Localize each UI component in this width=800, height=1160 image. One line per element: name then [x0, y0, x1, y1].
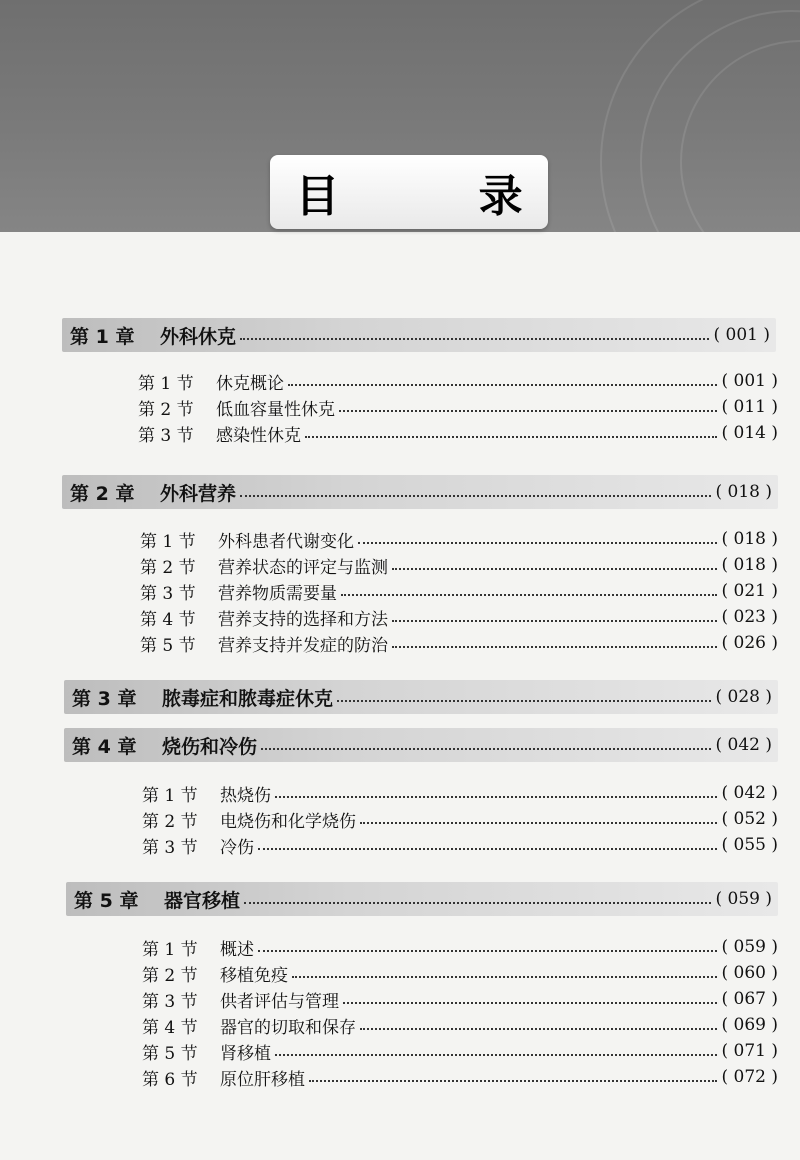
section-entry[interactable]: [140, 604, 778, 630]
section-entry[interactable]: [140, 578, 778, 604]
section-entry[interactable]: [142, 1038, 778, 1064]
section-number: 第 4 节: [140, 609, 196, 630]
page-number: ( 018 ): [721, 555, 778, 575]
section-entry[interactable]: [142, 934, 778, 960]
section-number: 第 6 节: [142, 1069, 198, 1090]
page-number: ( 001 ): [721, 371, 778, 391]
chapter-entry[interactable]: [64, 728, 778, 762]
chapter-entry[interactable]: [62, 318, 776, 352]
dot-leader: [275, 796, 717, 798]
section-title: 供者评估与管理: [220, 991, 339, 1012]
section-title: 移植免疫: [220, 965, 288, 986]
section-number: 第 3 节: [142, 837, 198, 858]
section-title: 营养支持的选择和方法: [218, 609, 388, 630]
page-number: ( 023 ): [721, 607, 778, 627]
section-number: 第 3 节: [140, 583, 196, 604]
section-entry[interactable]: [142, 780, 778, 806]
section-title: 冷伤: [220, 837, 254, 858]
chapter-title: 外科营养: [160, 482, 237, 505]
dot-leader: [261, 748, 711, 750]
section-title: 感染性休克: [216, 425, 301, 446]
section-number: 第 5 节: [140, 635, 196, 656]
section-entry[interactable]: [140, 630, 778, 656]
section-entry[interactable]: [142, 960, 778, 986]
dot-leader: [244, 902, 711, 904]
section-entry[interactable]: [138, 420, 778, 446]
section-number: 第 4 节: [142, 1017, 198, 1038]
section-number: 第 3 节: [142, 991, 198, 1012]
section-number: 第 2 节: [142, 811, 198, 832]
section-title: 营养状态的评定与监测: [218, 557, 388, 578]
section-entry[interactable]: [142, 832, 778, 858]
section-entry[interactable]: [138, 394, 778, 420]
section-number: 第 2 节: [142, 965, 198, 986]
dot-leader: [358, 542, 717, 544]
dot-leader: [240, 495, 711, 497]
dot-leader: [309, 1080, 717, 1082]
page-number: ( 071 ): [721, 1041, 778, 1061]
chapter-entry[interactable]: [64, 680, 778, 714]
section-entry[interactable]: [140, 526, 778, 552]
chapter-title: 脓毒症和脓毒症休克: [162, 687, 334, 710]
page-title: 目 录: [295, 171, 585, 222]
dot-leader: [305, 436, 717, 438]
dot-leader: [339, 410, 717, 412]
page-number: ( 055 ): [721, 835, 778, 855]
dot-leader: [258, 950, 717, 952]
page-number: ( 042 ): [721, 783, 778, 803]
dot-leader: [392, 620, 717, 622]
dot-leader: [341, 594, 717, 596]
section-title: 外科患者代谢变化: [218, 531, 354, 552]
section-entry[interactable]: [142, 986, 778, 1012]
page-number: ( 011 ): [721, 397, 778, 417]
dot-leader: [288, 384, 717, 386]
section-number: 第 3 节: [138, 425, 194, 446]
page-number: ( 028 ): [715, 687, 772, 707]
page-number: ( 018 ): [721, 529, 778, 549]
section-title: 概述: [220, 939, 254, 960]
page-number: ( 059 ): [721, 937, 778, 957]
section-number: 第 2 节: [138, 399, 194, 420]
section-title: 休克概论: [216, 373, 284, 394]
dot-leader: [258, 848, 717, 850]
chapter-number: 第 4 章: [72, 735, 137, 758]
dot-leader: [343, 1002, 717, 1004]
page-number: ( 052 ): [721, 809, 778, 829]
section-title: 营养支持并发症的防治: [218, 635, 388, 656]
chapter-title: 器官移植: [164, 889, 241, 912]
page-number: ( 069 ): [721, 1015, 778, 1035]
dot-leader: [275, 1054, 717, 1056]
section-entry[interactable]: [142, 1012, 778, 1038]
page-number: ( 001 ): [713, 325, 770, 345]
section-title: 原位肝移植: [220, 1069, 305, 1090]
page-number: ( 026 ): [721, 633, 778, 653]
section-number: 第 1 节: [140, 531, 196, 552]
section-number: 第 2 节: [140, 557, 196, 578]
chapter-number: 第 2 章: [70, 482, 135, 505]
page-number: ( 021 ): [721, 581, 778, 601]
section-number: 第 1 节: [142, 939, 198, 960]
chapter-entry[interactable]: [66, 882, 778, 916]
section-entry[interactable]: [142, 1064, 778, 1090]
chapter-number: 第 3 章: [72, 687, 137, 710]
chapter-entry[interactable]: [62, 475, 778, 509]
page-number: ( 059 ): [715, 889, 772, 909]
page-number: ( 067 ): [721, 989, 778, 1009]
section-title: 器官的切取和保存: [220, 1017, 356, 1038]
page-number: ( 042 ): [715, 735, 772, 755]
chapter-number: 第 1 章: [70, 325, 135, 348]
section-number: 第 1 节: [138, 373, 194, 394]
page-number: ( 014 ): [721, 423, 778, 443]
chapter-title: 烧伤和冷伤: [162, 735, 258, 758]
section-number: 第 5 节: [142, 1043, 198, 1064]
page-number: ( 018 ): [715, 482, 772, 502]
section-title: 热烧伤: [220, 785, 271, 806]
dot-leader: [392, 568, 717, 570]
section-entry[interactable]: [140, 552, 778, 578]
dot-leader: [360, 822, 717, 824]
dot-leader: [292, 976, 717, 978]
section-entry[interactable]: [138, 368, 778, 394]
section-title: 低血容量性休克: [216, 399, 335, 420]
dot-leader: [337, 700, 711, 702]
section-title: 营养物质需要量: [218, 583, 337, 604]
section-number: 第 1 节: [142, 785, 198, 806]
section-entry[interactable]: [142, 806, 778, 832]
page-number: ( 072 ): [721, 1067, 778, 1087]
dot-leader: [240, 338, 709, 340]
section-title: 肾移植: [220, 1043, 271, 1064]
dot-leader: [392, 646, 717, 648]
page-number: ( 060 ): [721, 963, 778, 983]
dot-leader: [360, 1028, 717, 1030]
chapter-number: 第 5 章: [74, 889, 139, 912]
chapter-title: 外科休克: [160, 325, 237, 348]
section-title: 电烧伤和化学烧伤: [220, 811, 356, 832]
